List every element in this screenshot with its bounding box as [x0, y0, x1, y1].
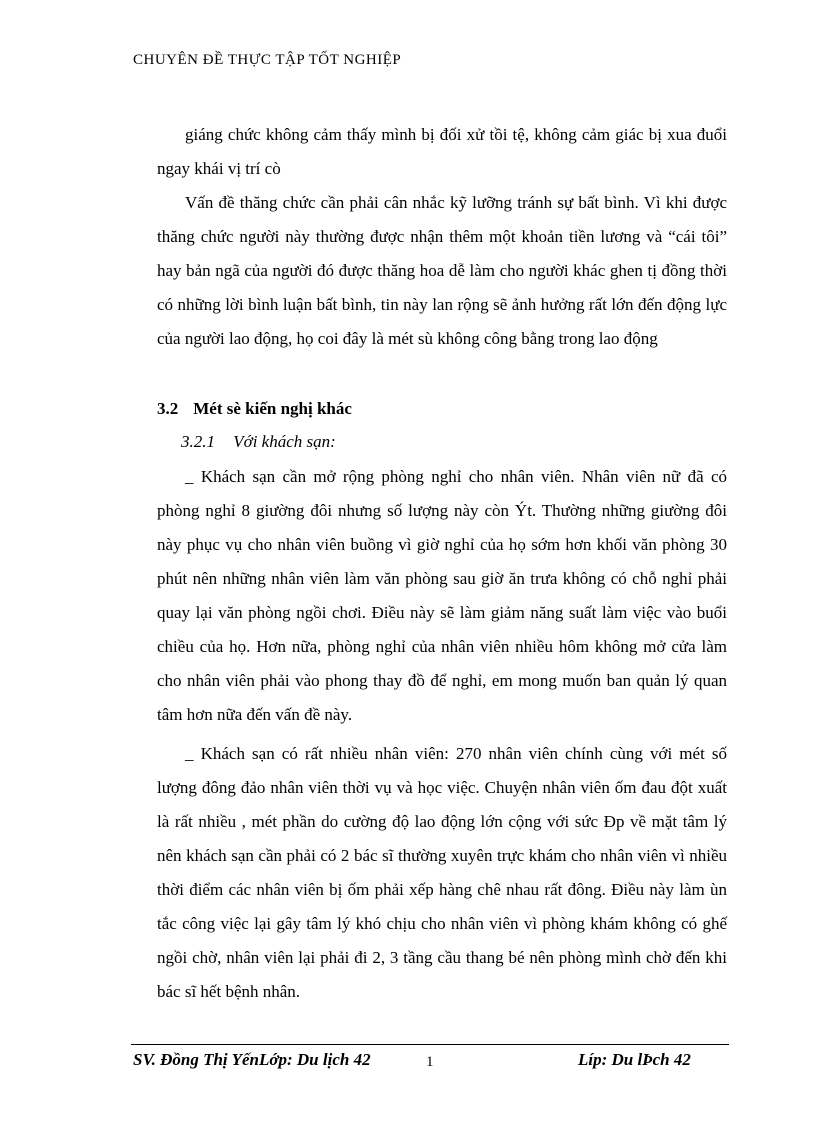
- subsection-title: Với khách sạn:: [233, 432, 336, 451]
- footer-divider: [131, 1044, 729, 1045]
- paragraph-text: giáng chức không cảm thấy mình bị đối xử tồi tệ, không cảm giác bị xua đuổi ngay khái vị trí cò: [157, 125, 727, 178]
- page-header: CHUYÊN ĐỀ THỰC TẬP TỐT NGHIỆP: [133, 52, 402, 68]
- subsection-heading: [181, 427, 336, 457]
- page-number: 1: [426, 1054, 434, 1070]
- paragraph-text: Vấn đề thăng chức cần phải cân nhắc kỹ lưỡng tránh sự bất bình. Vì khi được thăng chức người này thường được nhận thêm một khoản tiền lương và “cái tôi” hay bản ngã của người đó được thăng hoa dễ làm cho người khác ghen tị đồng thời có những lời bình luận bất bình, tin này lan rộng sẽ ảnh hưởng rất lớn đến động lực của người lao động, họ coi đây là mét sù không công bằng trong lao động: [157, 193, 727, 348]
- paragraph-continued: [157, 118, 727, 186]
- paragraph-text: _ Khách sạn có rất nhiều nhân viên: 270 nhân viên chính cùng với mét số lượng đông đảo nhân viên thời vụ và học việc. Chuyện nhân viên ốm đau đột xuất là rất nhiều , mét phần do cường độ lao động lớn cộng với sức Ðp về mặt tâm lý nên khách sạn cần phải có 2 bác sĩ thường xuyên trực khám cho nhân viên vì nhiều thời điểm các nhân viên bị ốm phải xếp hàng chê nhau rất đông. Điều này làm ùn tắc công việc lại gây tâm lý khó chịu cho nhân viên vì phòng khám không có ghế ngồi chờ, nhân viên lại phải đi 2, 3 tầng cầu thang bé nên phòng mình chờ đến khi bác sĩ hết bệnh nhân.: [157, 744, 727, 1001]
- paragraph-text: _ Khách sạn cần mở rộng phòng nghỉ cho nhân viên. Nhân viên nữ đã có phòng nghỉ 8 giường đôi nhưng số lượng này còn Ýt. Thường những giường đôi này phục vụ cho nhân viên buồng vì giờ nghỉ của họ sớm hơn khối văn phòng 30 phút nên những nhân viên làm văn phòng sau giờ ăn trưa không có chỗ nghỉ phải quay lại văn phòng ngồi chơi. Điều này sẽ làm giảm năng suất làm việc vào buổi chiều của họ. Hơn nữa, phòng nghỉ của nhân viên nhiều hôm không mở cửa làm cho nhân viên phải vào phong thay đồ để nghỉ, em mong muốn ban quản lý quan tâm hơn nữa đến vấn đề này.: [157, 467, 727, 724]
- section-title: Mét sè kiến nghị khác: [193, 399, 352, 418]
- recommendation-doctors: [157, 737, 727, 1009]
- section-number: 3.2: [157, 399, 179, 418]
- paragraph-promotion: [157, 186, 727, 356]
- section-heading: [157, 394, 352, 424]
- subsection-number: 3.2.1: [181, 432, 215, 451]
- footer-student: SV. Đồng Thị YếnLớp: Du lịch 42: [133, 1050, 371, 1069]
- footer-class: Líp: Du lÞch 42: [578, 1050, 691, 1069]
- recommendation-rest-room: [157, 460, 727, 732]
